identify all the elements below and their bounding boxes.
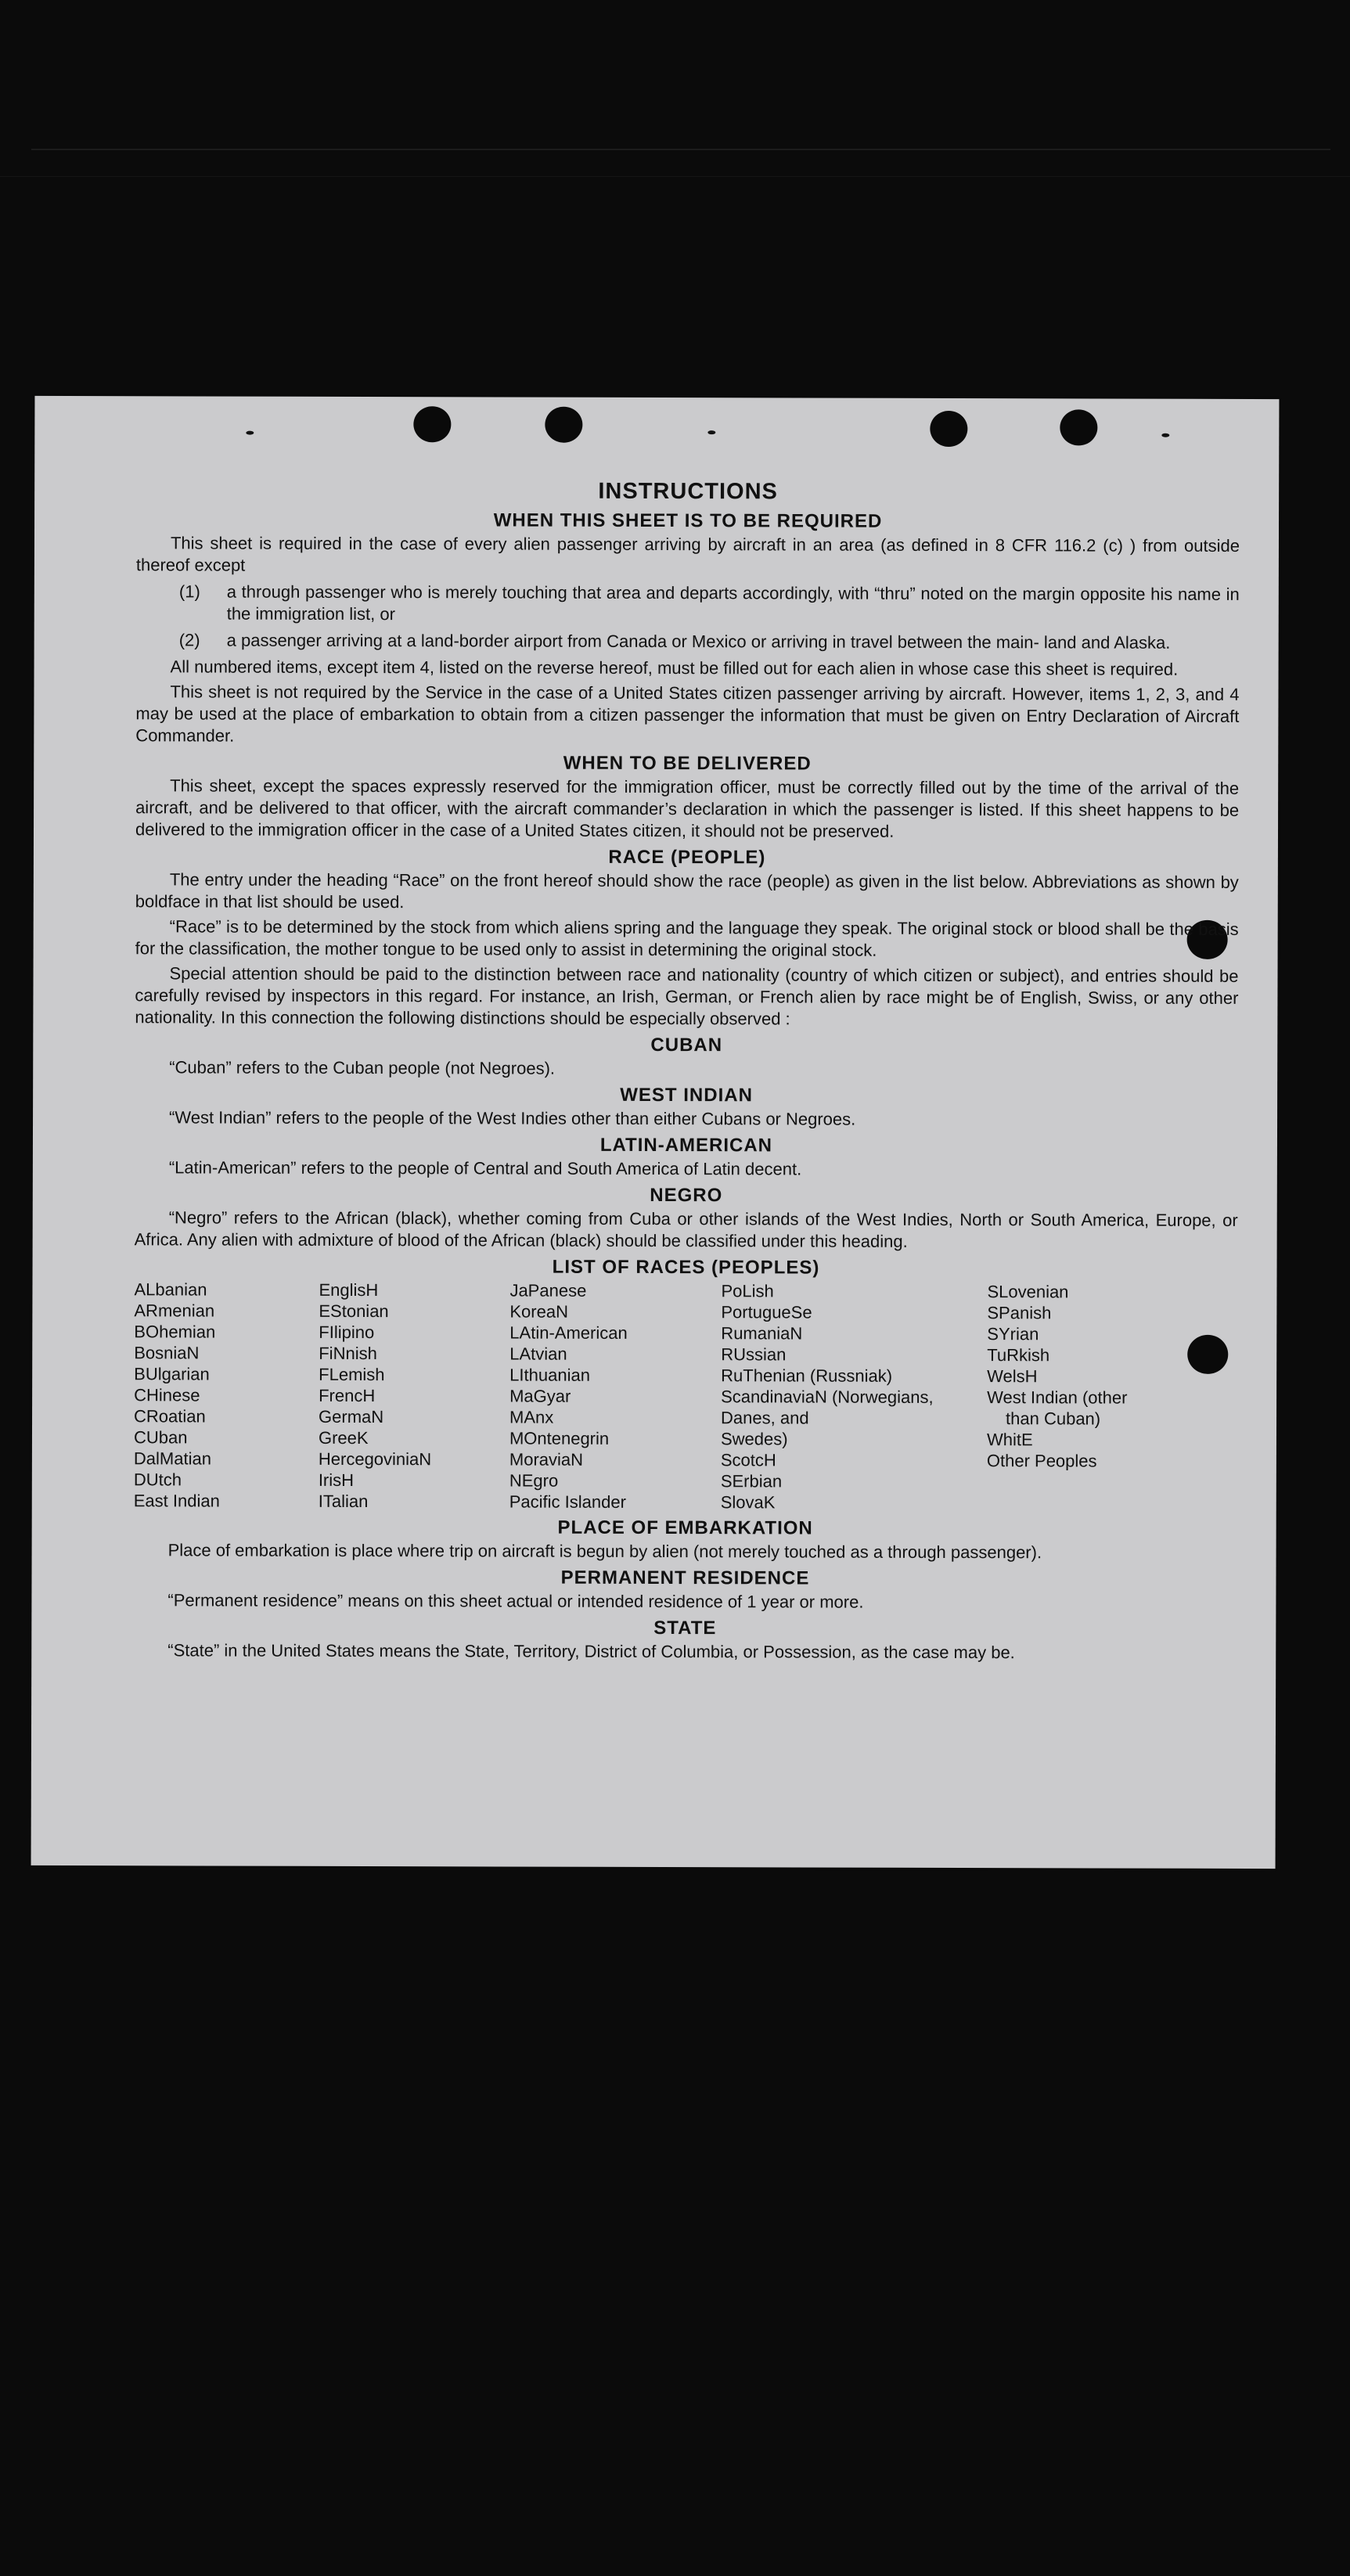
race-entry: FiNnish xyxy=(319,1343,377,1364)
race-entry: RUssian xyxy=(721,1344,787,1365)
race-entry: CUban xyxy=(133,1427,188,1448)
section-heading: PLACE OF EMBARKATION xyxy=(557,1516,813,1539)
list-item xyxy=(136,629,1240,654)
race-entry: EnglisH xyxy=(319,1279,379,1301)
speck-mark xyxy=(246,431,254,435)
section-heading: PERMANENT RESIDENCE xyxy=(560,1567,810,1589)
section-heading: STATE xyxy=(653,1617,717,1639)
race-entry: BosniaN xyxy=(134,1343,200,1363)
race-entry: TuRkish xyxy=(987,1345,1050,1365)
section-heading: CUBAN xyxy=(650,1034,723,1056)
race-entry: SLovenian xyxy=(987,1282,1069,1302)
race-entry: GermaN xyxy=(319,1406,384,1427)
paragraph: The entry under the heading “Race” on the front hereof should show the race (people) as given in the list below. Abbreviations as shown by boldface in that list should be used. xyxy=(135,869,1239,912)
race-entry: Swedes) xyxy=(720,1429,788,1449)
race-entry: SlovaK xyxy=(720,1492,776,1513)
film-frame-edge xyxy=(0,176,1350,177)
race-entry: FrencH xyxy=(319,1385,376,1406)
instructions-body xyxy=(133,479,1240,1668)
section-heading: LIST OF RACES (PEOPLES) xyxy=(552,1256,820,1279)
paragraph: “Latin-American” refers to the people of Central and South America of Latin decent. xyxy=(168,1157,802,1179)
race-entry: RuThenian (Russniak) xyxy=(721,1365,893,1386)
film-frame-edge xyxy=(31,149,1330,150)
race-entry: Other Peoples xyxy=(986,1451,1097,1471)
paragraph: “State” in the United States means the State, Territory, District of Columbia, or Possession, as the case may be. xyxy=(167,1640,1015,1663)
race-entry: MaGyar xyxy=(509,1386,571,1406)
section-heading: LATIN-AMERICAN xyxy=(599,1134,773,1157)
races-column xyxy=(319,1279,510,1513)
race-entry: PoLish xyxy=(721,1281,774,1301)
item-text: a through passenger who is merely touching that area and departs accordingly, with “thru” noted on the margin opposite his name in the immigration list, or xyxy=(226,581,1240,624)
race-entry: ALbanian xyxy=(134,1279,207,1300)
race-entry: SErbian xyxy=(720,1471,783,1491)
speck-mark xyxy=(1161,434,1169,437)
race-entry: DUtch xyxy=(133,1470,182,1490)
races-list xyxy=(134,1279,1238,1514)
race-entry: BOhemian xyxy=(134,1322,216,1342)
paragraph: Place of embarkation is place where trip on aircraft is begun by alien (not merely touched as a through passenger). xyxy=(167,1540,1042,1563)
list-item xyxy=(136,581,1240,628)
race-entry: FIlipino xyxy=(319,1322,375,1343)
race-entry: West Indian (other xyxy=(987,1387,1128,1408)
race-entry: SYrian xyxy=(987,1324,1039,1344)
punch-hole xyxy=(413,406,451,442)
race-entry: JaPanese xyxy=(509,1280,587,1301)
paragraph: All numbered items, except item 4, listed on the reverse hereof, must be filled out for each alien in whose case this sheet is required. xyxy=(170,657,1179,679)
paragraph: “Cuban” refers to the Cuban people (not Negroes). xyxy=(169,1057,556,1078)
punch-hole xyxy=(930,411,967,447)
paragraph: This sheet, except the spaces expressly reserved for the immigration officer, must be correctly filled out by the time of the arrival of the aircraft, and be delivered to that officer, with the aircraft commander’s declaration in which the passenger is listed. If this sheet happens to be delivered to the immigration officer in the case of a United States citizen, it should not be preserved. xyxy=(135,775,1240,841)
race-entry: Danes, and xyxy=(721,1408,809,1428)
paragraph: This sheet is required in the case of every alien passenger arriving by aircraft in an area (as defined in 8 CFR 116.2 (c) ) from outside thereof except xyxy=(135,533,1240,575)
paragraph: “West Indian” refers to the people of the West Indies other than either Cubans or Negroes. xyxy=(169,1107,856,1129)
page-title: INSTRUCTIONS xyxy=(598,478,778,505)
race-entry: Pacific Islander xyxy=(509,1491,626,1512)
paragraph: Special attention should be paid to the distinction between race and nationality (country of which citizen or subject), and entries should be carefully revised by inspectors in this regard. For instance, an Irish, German, or French alien by race might be of English, Swiss, or any other nationality. In this connection the following distinctions should be especially observed : xyxy=(135,963,1239,1029)
item-text: a passenger arriving at a land-border airport from Canada or Mexico or arriving in travel between the main- land and Alaska. xyxy=(226,630,1171,653)
race-entry: MAnx xyxy=(509,1407,554,1427)
race-entry: CHinese xyxy=(134,1385,200,1405)
race-entry: HercegoviniaN xyxy=(318,1448,432,1470)
race-entry: East Indian xyxy=(133,1491,220,1511)
race-entry: ARmenian xyxy=(134,1301,215,1321)
race-entry: SPanish xyxy=(987,1303,1052,1323)
document-page xyxy=(31,396,1280,1869)
race-entry: FLemish xyxy=(319,1364,385,1385)
race-entry: BUlgarian xyxy=(134,1364,210,1384)
section-heading: WEST INDIAN xyxy=(620,1084,753,1106)
race-entry: DalMatian xyxy=(133,1448,211,1469)
race-entry: ScotcH xyxy=(720,1450,776,1470)
races-column xyxy=(987,1281,1191,1514)
section-heading: RACE (PEOPLE) xyxy=(608,846,766,869)
race-entry: PortugueSe xyxy=(721,1302,812,1322)
race-entry: MOntenegrin xyxy=(509,1428,610,1448)
race-entry: CRoatian xyxy=(134,1406,206,1427)
paragraph: “Negro” refers to the African (black), whether coming from Cuba or other islands of the West Indies, North or South America, Europe, or Africa. Any alien with admixture of blood of the African (black) should be classified under this heading. xyxy=(134,1207,1238,1251)
section-heading: WHEN THIS SHEET IS TO BE REQUIRED xyxy=(493,509,883,532)
race-entry: ITalian xyxy=(318,1491,369,1512)
races-column xyxy=(721,1280,988,1513)
item-number: (2) xyxy=(178,630,200,650)
race-entry: LIthuanian xyxy=(509,1365,590,1385)
section-heading: NEGRO xyxy=(650,1184,723,1207)
paragraph: This sheet is not required by the Service in the case of a United States citizen passenger arriving by aircraft. However, items 1, 2, 3, and 4 may be used at the place of embarkation to obtain from a citizen passenger the information that must be given on Entry Declaration of Aircraft Commander. xyxy=(135,682,1240,746)
item-number: (1) xyxy=(178,581,200,602)
race-entry: IrisH xyxy=(318,1470,355,1490)
race-entry: WelsH xyxy=(987,1366,1038,1387)
punch-hole xyxy=(545,407,582,443)
race-entry: KoreaN xyxy=(509,1301,569,1322)
races-column xyxy=(509,1280,722,1513)
race-entry: EStonian xyxy=(319,1301,389,1322)
race-entry: ScandinaviaN (Norwegians, xyxy=(721,1387,934,1407)
race-entry: MoraviaN xyxy=(509,1449,584,1470)
race-entry: WhitE xyxy=(986,1430,1033,1450)
race-entry: RumaniaN xyxy=(721,1323,803,1344)
section-heading: WHEN TO BE DELIVERED xyxy=(563,752,812,775)
race-entry: than Cuban) xyxy=(1006,1409,1101,1429)
speck-mark xyxy=(707,430,715,434)
races-column xyxy=(134,1279,319,1512)
race-entry: LAtin-American xyxy=(509,1322,628,1343)
paragraph: “Race” is to be determined by the stock from which aliens spring and the language they speak. The original stock or blood shall be the basis for the classification, the mother tongue to be used only to assist in determining the original stock. xyxy=(135,916,1239,960)
punch-hole xyxy=(1060,409,1097,445)
race-entry: NEgro xyxy=(509,1470,559,1491)
race-entry: LAtvian xyxy=(509,1344,567,1364)
race-entry: GreeK xyxy=(318,1427,369,1448)
paragraph: “Permanent residence” means on this sheet actual or intended residence of 1 year or more. xyxy=(167,1590,864,1612)
